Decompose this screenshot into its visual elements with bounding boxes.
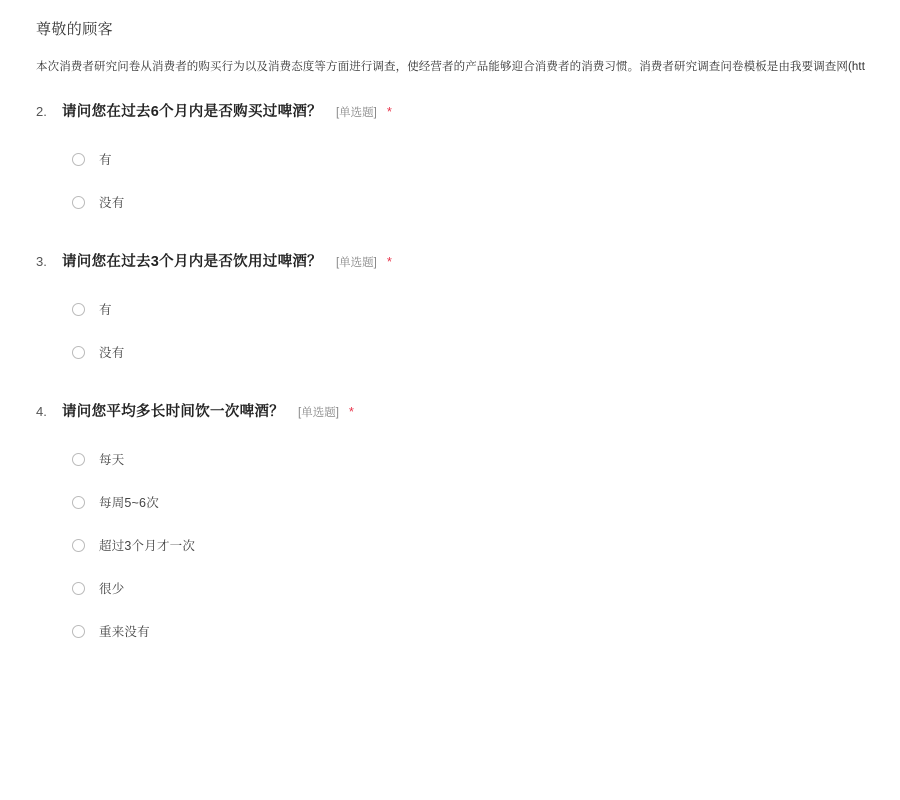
radio-option[interactable] [72,492,900,512]
question-number: 2. [36,104,47,120]
radio-option[interactable] [72,149,900,169]
required-asterisk: * [386,254,392,270]
radio-icon[interactable] [72,453,85,466]
option-list [36,149,900,212]
question-type-label: [单选题] [298,407,339,420]
option-list [36,299,900,362]
option-label: 有 [99,153,112,168]
radio-option[interactable] [72,299,900,319]
question-header [36,102,900,123]
question-item [0,402,900,641]
radio-option[interactable] [72,449,900,469]
radio-icon[interactable] [72,539,85,552]
required-asterisk: * [386,104,392,120]
radio-option[interactable] [72,621,900,641]
question-type-label: [单选题] [335,107,377,120]
survey-description: 本次消费者研究问卷从消费者的购买行为以及消费态度等方面进行调查，使经营者的产品能够迎合消费者的消费习惯。消费者研究调查问卷模板是由我要调查网(htt [36,61,866,73]
radio-option[interactable] [72,535,900,555]
radio-option[interactable] [72,192,900,212]
radio-icon[interactable] [72,153,85,166]
question-item [0,102,900,212]
option-label: 超过3个月才一次 [99,539,196,554]
question-text: 请问您平均多长时间饮一次啤酒？ [62,404,284,421]
question-number: 3. [36,254,47,270]
option-label: 每周5~6次 [99,496,159,511]
radio-icon[interactable] [72,346,85,359]
radio-option[interactable] [72,578,900,598]
radio-icon[interactable] [72,303,85,316]
option-list [36,449,900,641]
question-type-label: [单选题] [335,257,377,270]
radio-icon[interactable] [72,196,85,209]
question-item [0,252,900,362]
question-list [0,76,900,641]
option-label: 没有 [99,346,125,361]
question-header [36,402,900,423]
option-label: 有 [99,303,112,318]
question-text: 请问您在过去6个月内是否购买过啤酒？ [62,104,322,121]
radio-icon[interactable] [72,582,85,595]
radio-icon[interactable] [72,625,85,638]
question-header [36,252,900,273]
page-title: 尊敬的顾客 [36,21,114,38]
option-label: 每天 [99,453,125,468]
question-number: 4. [36,404,47,420]
radio-icon[interactable] [72,496,85,509]
required-asterisk: * [348,404,354,420]
option-label: 没有 [99,196,125,211]
radio-option[interactable] [72,342,900,362]
option-label: 重来没有 [99,625,150,640]
question-text: 请问您在过去3个月内是否饮用过啤酒？ [62,254,322,271]
option-label: 很少 [99,582,125,597]
